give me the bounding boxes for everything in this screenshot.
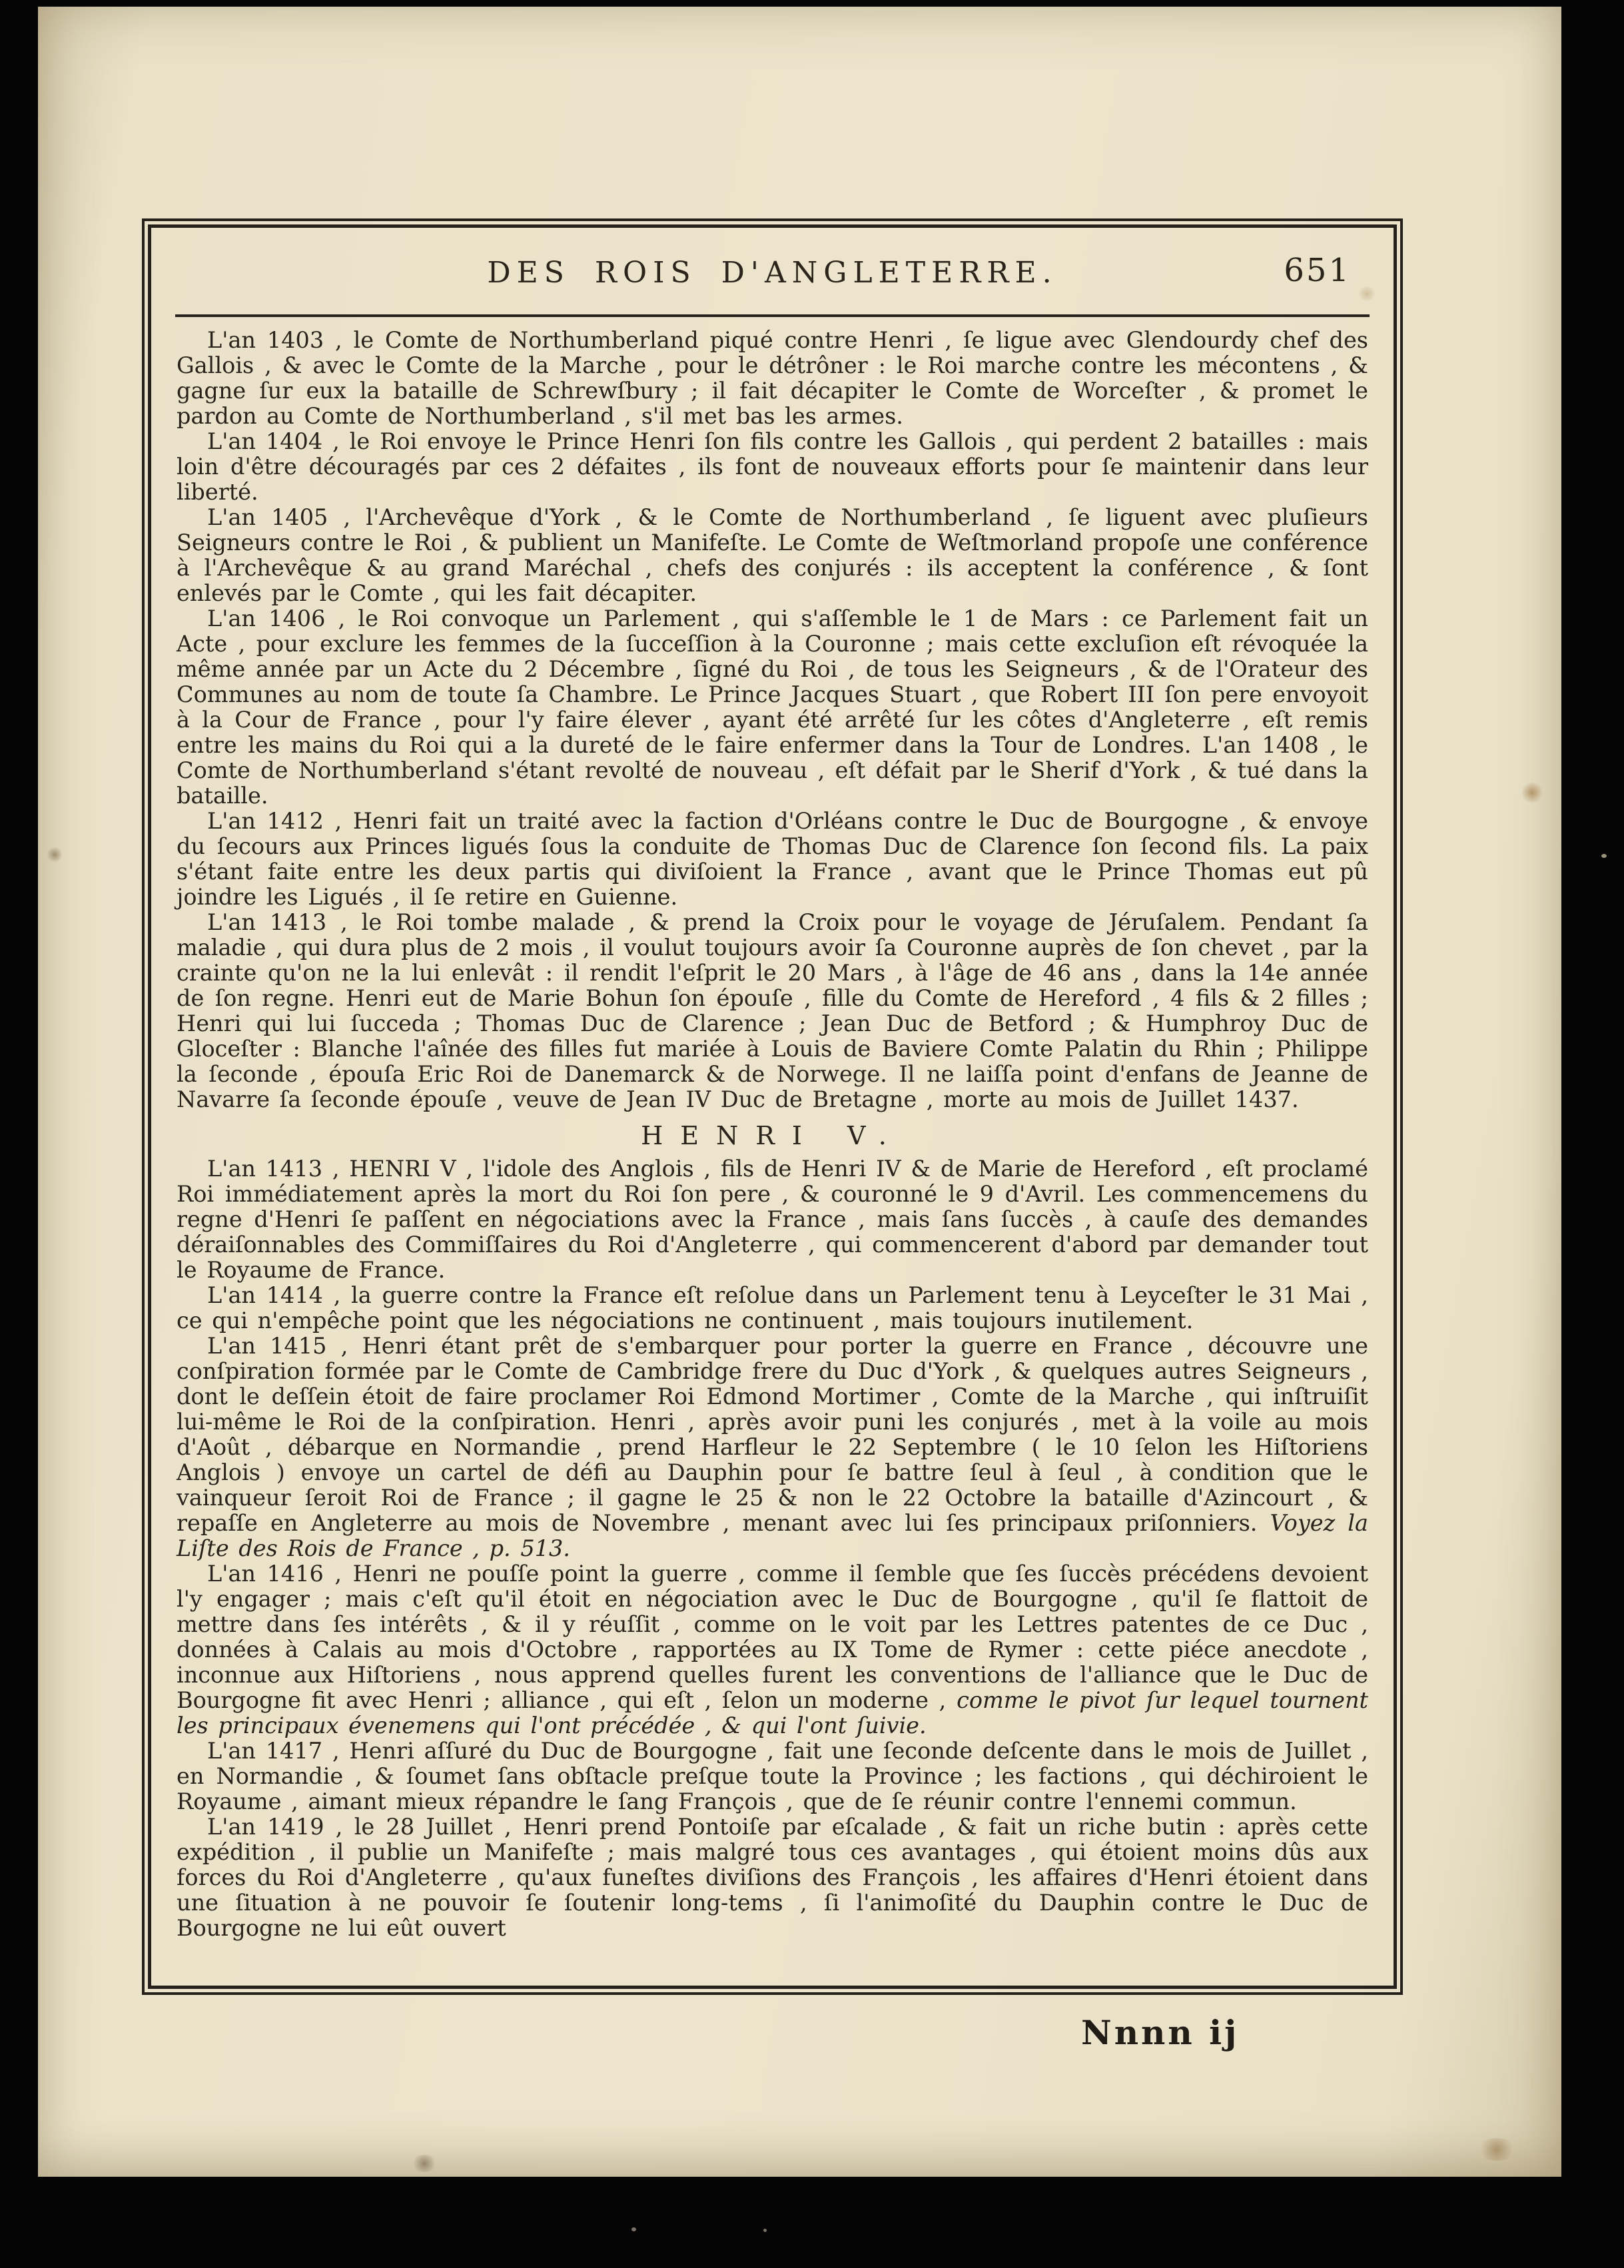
page-number: 651 [1284,252,1351,289]
paragraph-1413-henri4 [177,910,1368,1112]
paragraph-text: L'an 1412 , Henri fait un traité avec la faction d'Orléans contre le Duc de Bourgogne , & envoye du ſecours aux Princes ligués ſous la conduite de Thomas Duc de Clarence ſon ſecond fils. La paix s'étant faite entre les deux partis qui diviſoient la France , avant que le Prince Thomas eut pû joindre les Ligués , il ſe retire en Guienne. [177,808,1368,910]
age-spot [46,847,63,862]
paragraph-1414 [177,1283,1368,1333]
age-spot [1477,2138,1517,2161]
paragraph-1419 [177,1814,1368,1941]
paragraph-text: L'an 1413 , HENRI V , l'idole des Anglois , fils de Henri IV & de Marie de Hereford , eſt proclamé Roi immédiatement après la mort du Roi ſon pere , & couronné le 9 d'Avril. Les commencemens du regne d'Henri ſe paſſent en négociations avec la France , mais ſans ſuccès , à cauſe des demandes déraiſonnables des Commiſſaires du Roi d'Angleterre , qui commencerent d'abord par demander tout le Royaume de France. [177,1156,1368,1283]
dust-speck [763,2229,767,2232]
paragraph-text: L'an 1404 , le Roi envoye le Prince Henri ſon fils contre les Gallois , qui perdent 2 batailles : mais loin d'être découragés par ces 2 défaites , ils font de nouveaux efforts pour ſe maintenir dans leur liberté. [177,428,1368,505]
paragraph-1417 [177,1738,1368,1814]
page-text [177,317,1368,1941]
paragraph-citation-italic: Voyez la Liſte des Rois de France , p. 513. [177,1510,1368,1561]
paragraph-1406 [177,606,1368,809]
age-spot [1520,783,1544,803]
paragraph-text: L'an 1417 , Henri aſſuré du Duc de Bourgogne , fait une ſeconde deſcente dans le mois de Juillet , en Normandie , & ſoumet ſans obſtacle preſque toute la Province ; les factions , qui déchiroient le Royaume , aimant mieux répandre le ſang François , que de ſe réunir contre l'ennemi commun. [177,1738,1368,1814]
paragraph-text: L'an 1416 , Henri ne pouſſe point la guerre , comme il ſemble que ſes ſuccès précédens devoient l'y engager ; mais c'eſt qu'il étoit en négociation avec le Duc de Bourgogne , qu'il ſe flattoit de mettre dans ſes intérêts , & il y réuſſit , comme on le voit par les Lettres patentes de ce Duc , données à Calais au mois d'Octobre , rapportées au IX Tome de Rymer : cette piéce anecdote , inconnue aux Hiſtoriens , nous apprend quelles furent les conventions de l'alliance que le Duc de Bourgogne fit avec Henri ; alliance , qui eſt , ſelon un moderne , [177,1561,1368,1713]
paragraph-1415 [177,1333,1368,1561]
paragraph-1403 [177,328,1368,429]
paragraph-text: L'an 1413 , le Roi tombe malade , & prend la Croix pour le voyage de Jéruſalem. Pendant ſa maladie , qui dura plus de 2 mois , il voulut toujours avoir ſa Couronne auprès de ſon chevet , par la crainte qu'on ne la lui enlevât : il rendit l'eſprit le 20 Mars , à l'âge de 46 ans , dans la 14e année de ſon regne. Henri eut de Marie Bohun ſon épouſe , fille du Comte de Hereford , 4 fils & 2 filles ; Henri qui lui ſucceda ; Thomas Duc de Clarence ; Jean Duc de Betford ; & Humphroy Duc de Gloceſter : Blanche l'aînée des filles fut mariée à Louis de Baviere Comte Palatin du Rhin ; Philippe la ſeconde , épouſa Eric Roi de Danemarck & de Norwege. Il ne laiſſa point d'enfans de Jeanne de Navarre ſa ſeconde épouſe , veuve de Jean IV Duc de Bretagne , morte au mois de Juillet 1437. [177,909,1368,1112]
paragraph-1412 [177,809,1368,910]
page-title: DES ROIS D'ANGLETERRE. [487,256,1058,290]
signature-mark: Nnnn ij [1081,2013,1240,2052]
paragraph-text: L'an 1419 , le 28 Juillet , Henri prend Pontoiſe par eſcalade , & fait un riche butin : après cette expédition , il publie un Manifeſte ; mais malgré tous ces avantages , qui étoient moins dûs aux forces du Roi d'Angleterre , qu'aux funeſtes diviſions des François , les affaires d'Henri étoient dans une ſituation à ne pouvoir ſe ſoutenir long-tems , ſi l'animoſité du Dauphin contre le Duc de Bourgogne ne lui eût ouvert [177,1814,1368,1941]
paragraph-text: L'an 1406 , le Roi convoque un Parlement , qui s'aſſemble le 1 de Mars : ce Parlement fait un Acte , pour exclure les femmes de la ſucceſſion à la Couronne ; mais cette excluſion eſt révoquée la même année par un Acte du 2 Décembre , ſigné du Roi , de tous les Seigneurs , & de l'Orateur des Communes au nom de toute ſa Chambre. Le Prince Jacques Stuart , que Robert III ſon pere envoyoit à la Cour de France , pour l'y faire élever , ayant été arrêté ſur les côtes d'Angleterre , eſt remis entre les mains du Roi qui a la dureté de le faire enfermer dans la Tour de Londres. L'an 1408 , le Comte de Northumberland s'étant revolté de nouveau , eſt défait par le Sherif d'York , & tué dans la bataille. [177,605,1368,809]
paragraph-text: L'an 1414 , la guerre contre la France eſt reſolue dans un Parlement tenu à Leyceſter le 31 Mai , ce qui n'empêche point que les négociations ne continuent , mais toujours inutilement. [177,1282,1368,1333]
dust-speck [1601,854,1607,858]
paragraph-1405 [177,505,1368,606]
running-header [177,228,1368,304]
section-heading-henri-v: HENRI V. [641,1121,904,1150]
page-border-frame-inner [148,224,1397,1989]
paragraph-text: L'an 1403 , le Comte de Northumberland piqué contre Henri , ſe ligue avec Glendourdy chef des Gallois , & avec le Comte de la Marche , pour le détrôner : le Roi marche contre les mécontens , & gagne ſur eux la bataille de Schrewſbury ; il fait décapiter le Comte de Worceſter , & promet le pardon au Comte de Northumberland , s'il met bas les armes. [177,327,1368,429]
paragraph-text: L'an 1405 , l'Archevêque d'York , & le Comte de Northumberland , ſe liguent avec pluſieurs Seigneurs contre le Roi , & publient un Manifeſte. Le Comte de Weſtmorland propoſe une conférence à l'Archevêque & au grand Maréchal , chefs des conjurés : ils acceptent la conférence , & ſont enlevés par le Comte , qui les fait décapiter. [177,504,1368,606]
paragraph-text: L'an 1415 , Henri étant prêt de s'embarquer pour porter la guerre en France , découvre une conſpiration formée par le Comte de Cambridge frere du Duc d'York , & quelques autres Seigneurs , dont le deſſein étoit de faire proclamer Roi Edmond Mortimer , Comte de la Marche , qui inſtruiſit lui-même le Roi de la conſpiration. Henri , après avoir puni les conjurés , met à la voile au mois d'Août , débarque en Normandie , prend Harfleur le 22 Septembre ( le 10 ſelon les Hiſtoriens Anglois ) envoye un cartel de défi au Dauphin pour ſe battre ſeul à ſeul , à condition que le vainqueur ſeroit Roi de France ; il gagne le 25 & non le 22 Octobre la bataille d'Azincourt , & repaſſe en Angleterre au mois de Novembre , menant avec lui ſes principaux priſonniers. [177,1333,1368,1536]
paragraph-1404 [177,429,1368,505]
book-page [38,7,1561,2177]
paragraph-1416 [177,1561,1368,1738]
page-border-frame [142,218,1403,1995]
age-spot [411,2155,438,2172]
dust-speck [631,2227,636,2231]
paragraph-1413-henri5 [177,1156,1368,1283]
paragraph-quote-italic: comme le pivot ſur lequel tournent les principaux évenemens qui l'ont précédée , & qui l'ont ſuivie. [177,1687,1369,1738]
